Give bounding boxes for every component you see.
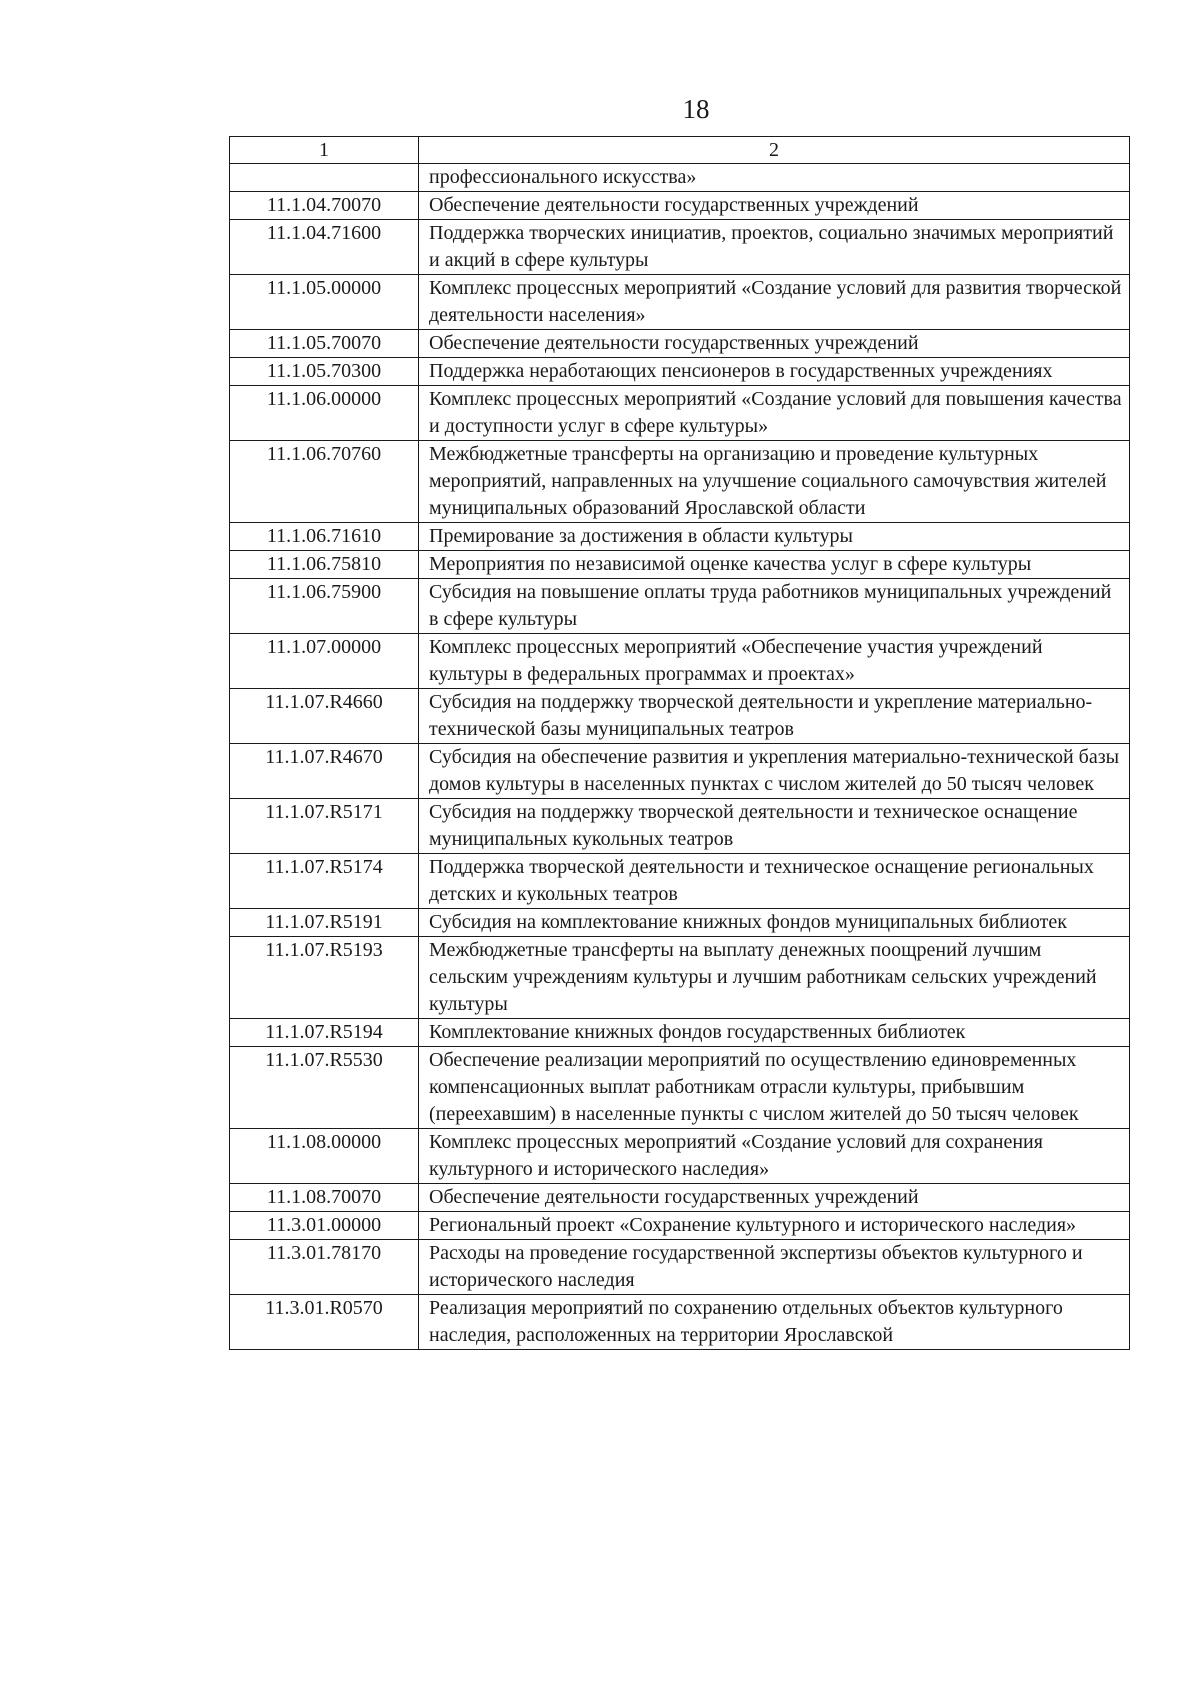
table-row (230, 358, 1130, 386)
row-code: 11.1.07.R4670 (230, 744, 419, 799)
row-code: 11.1.07.R4660 (230, 689, 419, 744)
row-description: Субсидия на поддержку творческой деятельности и техническое оснащение муниципальных кукольных театров (419, 799, 1130, 854)
table-row (230, 1129, 1130, 1184)
table-row (230, 1295, 1130, 1350)
table-row (230, 164, 1130, 192)
table-row (230, 799, 1130, 854)
table-row (230, 220, 1130, 275)
table-row (230, 689, 1130, 744)
table-body (230, 164, 1130, 1350)
row-description: Премирование за достижения в области культуры (419, 523, 1130, 551)
row-code: 11.1.07.R5530 (230, 1047, 419, 1129)
table-row (230, 551, 1130, 579)
table-row (230, 744, 1130, 799)
table-row (230, 937, 1130, 1019)
page-number: 18 (682, 94, 710, 124)
row-code: 11.1.07.R5174 (230, 854, 419, 909)
table-row (230, 854, 1130, 909)
row-description: Комплекс процессных мероприятий «Создание условий для развития творческой деятельности населения» (419, 275, 1130, 330)
row-description: Поддержка творческих инициатив, проектов, социально значимых мероприятий и акций в сфере культуры (419, 220, 1130, 275)
table-header-row (230, 137, 1130, 164)
row-code: 11.1.06.75900 (230, 579, 419, 634)
row-description: Обеспечение реализации мероприятий по осуществлению единовременных компенсационных выплат работникам отрасли культуры, прибывшим (переехавшим) в населенные пункты с числом жителей до 50 тысяч человек (419, 1047, 1130, 1129)
row-description: профессионального искусства» (419, 164, 1130, 192)
table-row (230, 1212, 1130, 1240)
row-code: 11.1.05.70070 (230, 330, 419, 358)
row-description: Обеспечение деятельности государственных учреждений (419, 330, 1130, 358)
row-code: 11.1.07.R5191 (230, 909, 419, 937)
table-row (230, 1019, 1130, 1047)
row-description: Субсидия на обеспечение развития и укрепления материально-технической базы домов культуры в населенных пунктах с числом жителей до 50 тысяч человек (419, 744, 1130, 799)
row-code: 11.3.01.R0570 (230, 1295, 419, 1350)
table-row (230, 579, 1130, 634)
row-code: 11.1.05.00000 (230, 275, 419, 330)
row-code: 11.1.07.R5194 (230, 1019, 419, 1047)
row-description: Межбюджетные трансферты на организацию и проведение культурных мероприятий, направленных на улучшение социального самочувствия жителей муниципальных образований Ярославской области (419, 441, 1130, 523)
table-row (230, 1047, 1130, 1129)
table-row (230, 909, 1130, 937)
row-code: 11.1.07.R5193 (230, 937, 419, 1019)
row-code: 11.1.04.70070 (230, 192, 419, 220)
budget-classification-table (229, 136, 1130, 1350)
row-description: Межбюджетные трансферты на выплату денежных поощрений лучшим сельским учреждениям культуры и лучшим работникам сельских учреждений культуры (419, 937, 1130, 1019)
row-description: Расходы на проведение государственной экспертизы объектов культурного и исторического наследия (419, 1240, 1130, 1295)
row-description: Поддержка творческой деятельности и техническое оснащение региональных детских и кукольных театров (419, 854, 1130, 909)
table-row (230, 523, 1130, 551)
row-description: Обеспечение деятельности государственных учреждений (419, 192, 1130, 220)
column-header-description: 2 (419, 137, 1130, 164)
table-row (230, 1184, 1130, 1212)
row-code: 11.3.01.00000 (230, 1212, 419, 1240)
row-code: 11.1.07.R5171 (230, 799, 419, 854)
row-code: 11.1.07.00000 (230, 634, 419, 689)
table-row (230, 386, 1130, 441)
row-description: Субсидия на повышение оплаты труда работников муниципальных учреждений в сфере культуры (419, 579, 1130, 634)
column-header-code: 1 (230, 137, 419, 164)
table-row (230, 330, 1130, 358)
row-code: 11.1.06.00000 (230, 386, 419, 441)
row-description: Мероприятия по независимой оценке качества услуг в сфере культуры (419, 551, 1130, 579)
row-description: Комплекс процессных мероприятий «Обеспечение участия учреждений культуры в федеральных программах и проектах» (419, 634, 1130, 689)
table-row (230, 275, 1130, 330)
row-code: 11.1.05.70300 (230, 358, 419, 386)
row-description: Региональный проект «Сохранение культурного и исторического наследия» (419, 1212, 1130, 1240)
row-description: Поддержка неработающих пенсионеров в государственных учреждениях (419, 358, 1130, 386)
row-description: Субсидия на комплектование книжных фондов муниципальных библиотек (419, 909, 1130, 937)
table-row (230, 634, 1130, 689)
row-code: 11.3.01.78170 (230, 1240, 419, 1295)
row-description: Субсидия на поддержку творческой деятельности и укрепление материально-технической базы муниципальных театров (419, 689, 1130, 744)
row-description: Обеспечение деятельности государственных учреждений (419, 1184, 1130, 1212)
row-code: 11.1.08.70070 (230, 1184, 419, 1212)
table-row (230, 441, 1130, 523)
row-description: Комплекс процессных мероприятий «Создание условий для сохранения культурного и исторического наследия» (419, 1129, 1130, 1184)
table-row (230, 192, 1130, 220)
row-code: 11.1.06.71610 (230, 523, 419, 551)
table-header (230, 137, 1130, 164)
row-description: Реализация мероприятий по сохранению отдельных объектов культурного наследия, расположенных на территории Ярославской (419, 1295, 1130, 1350)
row-code: 11.1.06.70760 (230, 441, 419, 523)
row-code: 11.1.08.00000 (230, 1129, 419, 1184)
table-row (230, 1240, 1130, 1295)
row-code (230, 164, 419, 192)
row-code: 11.1.06.75810 (230, 551, 419, 579)
row-description: Комплекс процессных мероприятий «Создание условий для повышения качества и доступности услуг в сфере культуры» (419, 386, 1130, 441)
row-description: Комплектование книжных фондов государственных библиотек (419, 1019, 1130, 1047)
row-code: 11.1.04.71600 (230, 220, 419, 275)
